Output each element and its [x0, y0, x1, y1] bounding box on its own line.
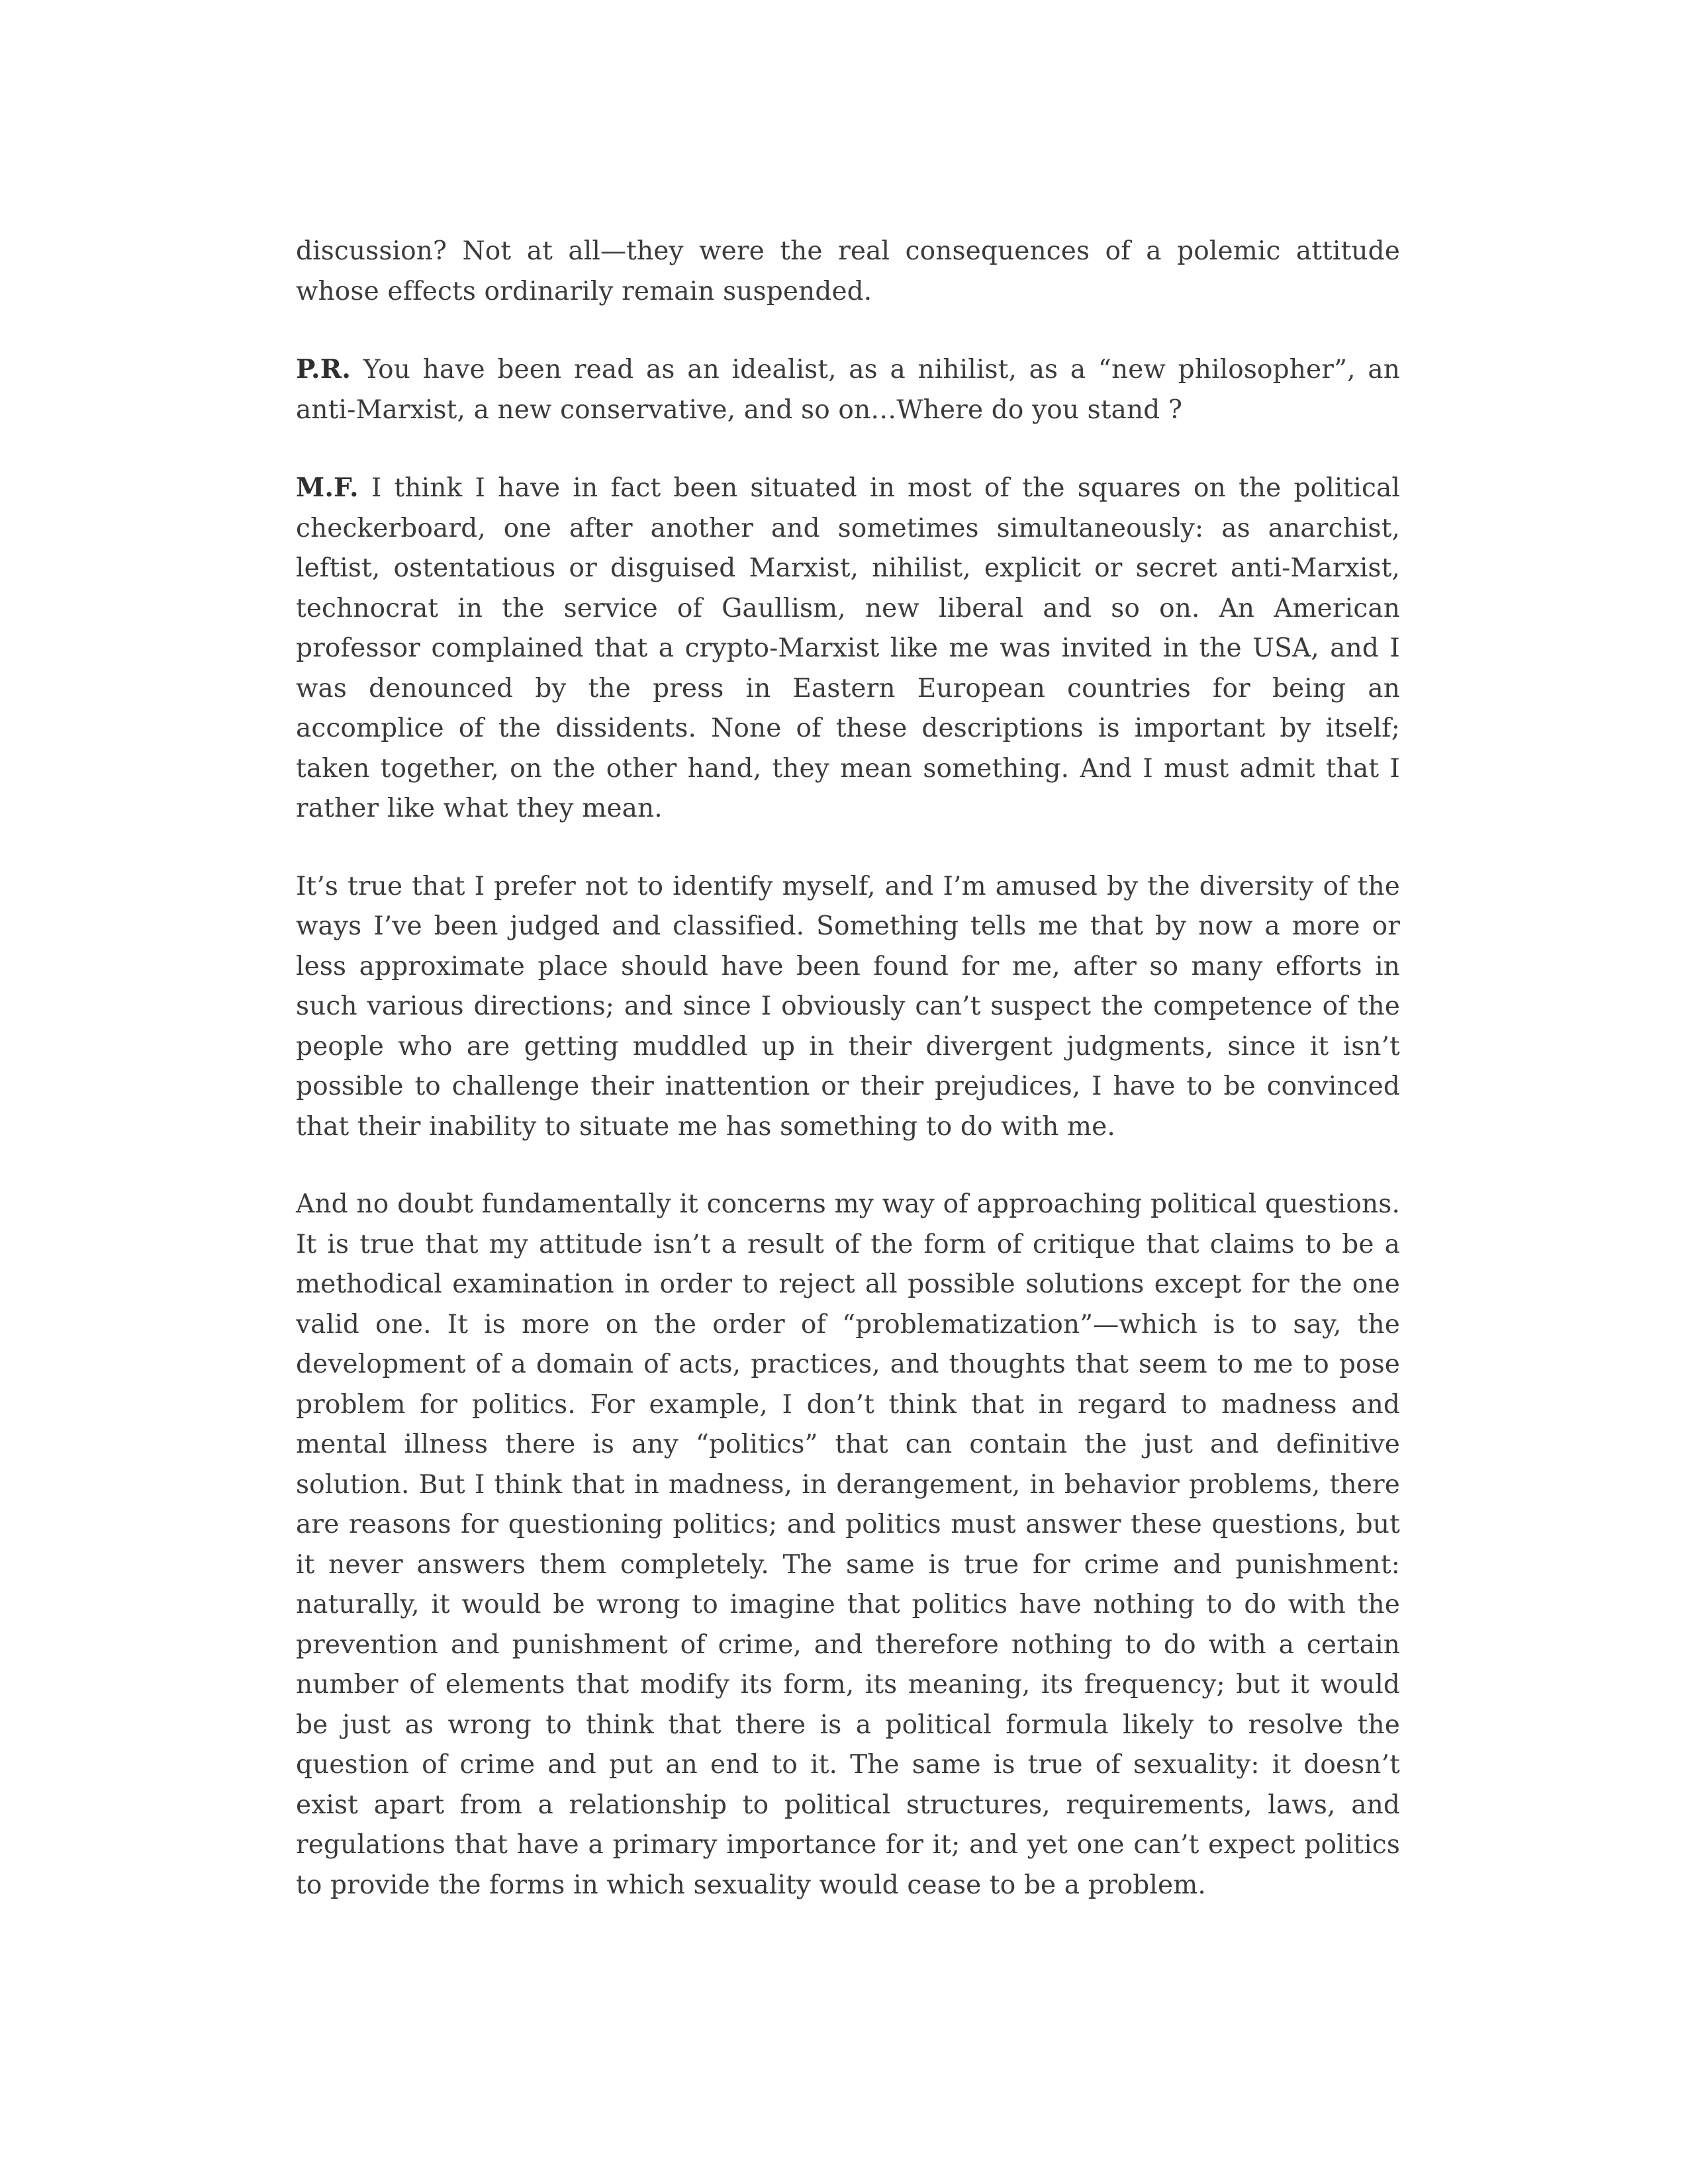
paragraph-4	[296, 867, 1400, 1148]
speaker-label: P.R.	[296, 354, 352, 385]
paragraph-text: It’s true that I prefer not to identify myself, and I’m amused by the diversity of the ways I’ve been judged and classified. Something tells me that by now a more or less approximate place should have been found for me, after so many efforts in such various directions; and since I obviously can’t suspect the competence of the people who are getting muddled up in their divergent judgments, since it isn’t possible to challenge their inattention or their prejudices, I have to be convinced that their inability to situate me has something to do with me.	[296, 871, 1400, 1142]
paragraph-text: And no doubt fundamentally it concerns my way of approaching political questions. It is true that my attitude isn’t a result of the form of critique that claims to be a methodical examination in order to reject all possible solutions except for the one valid one. It is more on the order of “problematization”—which is to say, the development of a domain of acts, practices, and thoughts that seem to me to pose problem for politics. For example, I don’t think that in regard to madness and mental illness there is any “politics” that can contain the just and definitive solution. But I think that in madness, in derangement, in behavior problems, there are reasons for questioning politics; and politics must answer these questions, but it never answers them completely. The same is true for crime and punishment: naturally, it would be wrong to imagine that politics have nothing to do with the prevention and punishment of crime, and therefore nothing to do with a certain number of elements that modify its form, its meaning, its frequency; but it would be just as wrong to think that there is a political formula likely to resolve the question of crime and put an end to it. The same is true of sexuality: it doesn’t exist apart from a relationship to political structures, requirements, laws, and regulations that have a primary importance for it; and yet one can’t expect politics to provide the forms in which sexuality would cease to be a problem.	[296, 1189, 1400, 1900]
paragraph-3	[296, 468, 1400, 829]
paragraph-1	[296, 232, 1400, 312]
paragraph-5	[296, 1185, 1400, 1905]
paragraph-text: I think I have in fact been situated in most of the squares on the political checkerboard, one after another and sometimes simultaneously: as anarchist, leftist, ostentatious or disguised Marxist, nihilist, explicit or secret anti-Marxist, technocrat in the service of Gaullism, new liberal and so on. An American professor complained that a crypto-Marxist like me was invited in the USA, and I was denounced by the press in Eastern European countries for being an accomplice of the dissidents. None of these descriptions is important by itself; taken together, on the other hand, they mean something. And I must admit that I rather like what they mean.	[296, 473, 1400, 823]
paragraph-text: discussion? Not at all—they were the real consequences of a polemic attitude whose effects ordinarily remain suspended.	[296, 236, 1400, 306]
paragraph-text: You have been read as an idealist, as a nihilist, as a “new philosopher”, an anti-Marxist, a new conservative, and so on…Where do you stand ?	[296, 355, 1400, 425]
speaker-label: M.F.	[296, 473, 359, 503]
document-page	[296, 232, 1400, 1943]
paragraph-2	[296, 349, 1400, 430]
